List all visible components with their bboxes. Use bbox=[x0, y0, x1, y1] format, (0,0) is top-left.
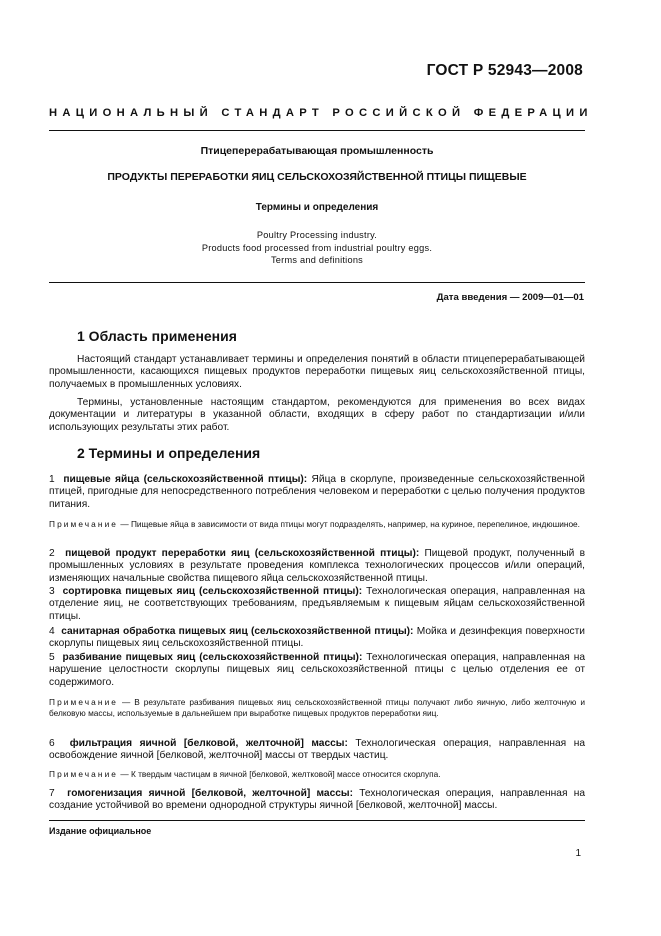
note-label: Примечание bbox=[49, 519, 119, 529]
term-number: 5 bbox=[49, 652, 55, 663]
english-title-line: Terms and definitions bbox=[270, 255, 364, 265]
note-text: — В результате разбивания пищевых яиц сельскохозяйственной птицы получают либо яичную, либо желточную и белковую массы, используемые в дальнейшем при выработке пищевых продуктов переработки яиц. bbox=[49, 697, 585, 718]
english-title-line: Products food processed from industrial poultry eggs. bbox=[201, 242, 433, 253]
note-text: — К твердым частицам в яичной [белковой, желтковой] массе относится скорлупа. bbox=[120, 769, 441, 779]
note bbox=[49, 769, 585, 780]
term-name: фильтрация яичной [белковой, желточной] массы: bbox=[69, 738, 348, 749]
term-definition: Технологическая операция, направленная на создание устойчивой во времени однородной структуры яичной [белковой, желточной] массы. bbox=[49, 788, 585, 812]
note-label: Примечание bbox=[49, 697, 119, 707]
title-divider bbox=[49, 282, 585, 283]
term-definition: Яйца в скорлупе, произведенные сельскохозяйственной птицей, пригодные для непосредственного потребления человеком и переработки с целью получения продуктов питания. bbox=[49, 474, 585, 510]
term-entry bbox=[49, 626, 585, 651]
term-name: гомогенизация яичной [белковой, желточной] массы: bbox=[67, 788, 354, 799]
term-entry bbox=[49, 738, 585, 763]
national-standard-banner: НАЦИОНАЛЬНЫЙ СТАНДАРТ РОССИЙСКОЙ ФЕДЕРАЦИИ bbox=[49, 107, 593, 119]
english-title-line: Poultry Processing industry. bbox=[256, 230, 378, 240]
page-number: 1 bbox=[575, 848, 581, 859]
term-name: санитарная обработка пищевых яиц (сельскохозяйственной птицы): bbox=[61, 626, 414, 637]
term-number: 2 bbox=[49, 548, 55, 559]
header-divider bbox=[49, 130, 585, 131]
standard-number: ГОСТ Р 52943—2008 bbox=[426, 62, 583, 79]
term-name: пищевой продукт переработки яиц (сельскохозяйственной птицы): bbox=[65, 548, 420, 559]
term-name: разбивание пищевых яиц (сельскохозяйственной птицы): bbox=[62, 652, 363, 663]
term-number: 3 bbox=[49, 586, 55, 597]
term-number: 7 bbox=[49, 788, 55, 799]
term-name: пищевые яйца (сельскохозяйственной птицы): bbox=[63, 474, 308, 485]
note-label: Примечание bbox=[49, 769, 119, 779]
term-entry bbox=[49, 474, 585, 511]
scope-paragraph: Настоящий стандарт устанавливает термины и определения понятий в области птицеперерабатывающей промышленности, касающихся пищевых продуктов переработки пищевых яиц сельскохозяйственной птицы, получаемых в промышленных условиях. bbox=[49, 354, 585, 390]
english-title bbox=[49, 229, 585, 267]
term-entry bbox=[49, 652, 585, 689]
section-heading: 1 Область применения bbox=[77, 328, 237, 344]
term-definition: Технологическая операция, направленная на нарушение целостности скорлупы пищевых яиц сельскохозяйственной птицы с целью отделения ее от содержимого. bbox=[49, 652, 585, 688]
term-entry bbox=[49, 788, 585, 813]
term-entry bbox=[49, 548, 585, 585]
industry-title: Птицеперерабатывающая промышленность bbox=[200, 145, 434, 157]
introduction-date: Дата введения — 2009—01—01 bbox=[436, 292, 584, 303]
term-number: 6 bbox=[49, 738, 55, 749]
official-edition-label: Издание официальное bbox=[49, 826, 152, 836]
term-number: 1 bbox=[49, 474, 55, 485]
term-definition: Пищевой продукт, полученный в промышленных условиях в результате проведения комплекса технологических процессов и/или операций, изменяющих начальные свойства пищевого яйца сельскохозяйственной птицы. bbox=[49, 548, 585, 584]
note-text: — Пищевые яйца в зависимости от вида птицы могут подразделять, например, на куриное, перепелиное, индюшиное. bbox=[120, 519, 580, 529]
term-definition: Технологическая операция, направленная на отделение яиц, не соответствующих требованиям, предъявляемым к пищевым яйцам сельскохозяйственной птицы. bbox=[49, 586, 585, 622]
term-definition: Мойка и дезинфекция поверхности скорлупы пищевых яиц сельскохозяйственной птицы. bbox=[49, 626, 585, 650]
term-definition: Технологическая операция, направленная на освобождение яичной [белковой, желточной] массы от твердых частиц. bbox=[49, 738, 585, 762]
document-subtitle: Термины и определения bbox=[255, 202, 379, 213]
term-name: сортировка пищевых яиц (сельскохозяйственной птицы): bbox=[62, 586, 363, 597]
note bbox=[49, 519, 585, 530]
product-title: ПРОДУКТЫ ПЕРЕРАБОТКИ ЯИЦ СЕЛЬСКОХОЗЯЙСТВЕННОЙ ПТИЦЫ ПИЩЕВЫЕ bbox=[107, 171, 527, 183]
footer-divider bbox=[49, 820, 585, 821]
note bbox=[49, 697, 585, 719]
section-heading: 2 Термины и определения bbox=[77, 445, 261, 461]
term-entry bbox=[49, 586, 585, 623]
scope-paragraph: Термины, установленные настоящим стандартом, рекомендуются для применения во всех видах документации и литературы в указанной области, входящих в сферу работ по стандартизации и/или использующих результаты этих работ. bbox=[49, 397, 585, 433]
term-number: 4 bbox=[49, 626, 55, 637]
